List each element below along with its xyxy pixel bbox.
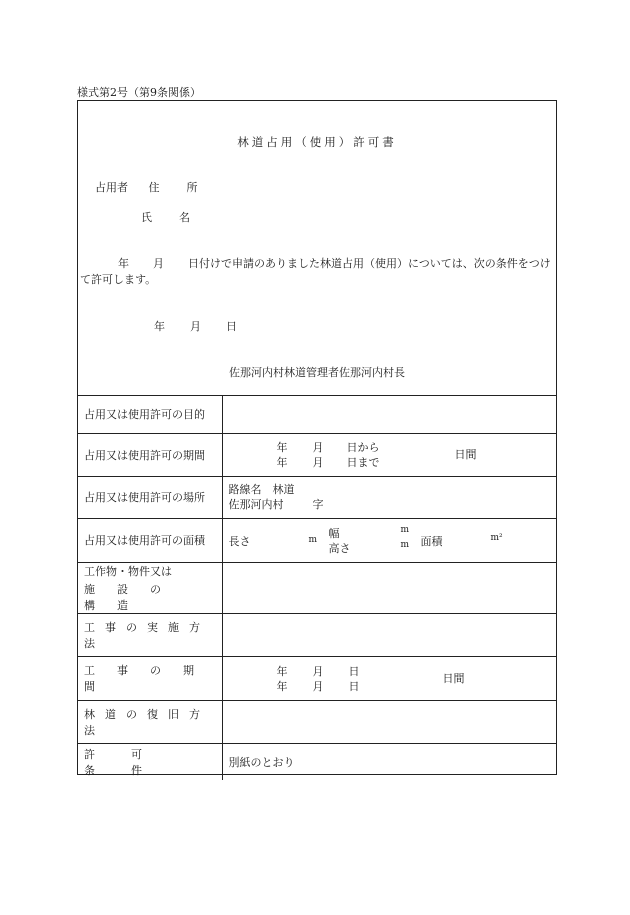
permit-details-table — [78, 396, 556, 780]
area-text-label: 面積 — [420, 535, 443, 548]
area-value[interactable]: 長さ m 幅 高さ m m 面積 m² — [222, 518, 556, 562]
permit-body-text — [80, 256, 556, 288]
structure-value[interactable] — [222, 562, 556, 613]
method-label: 工事の実施方法 — [78, 613, 222, 656]
period-value[interactable]: 年 月 日から 年 月 日まで 日間 — [222, 433, 556, 476]
aza-label: 字 — [312, 498, 324, 511]
body-year: 年 — [118, 257, 129, 270]
sign-year: 年 — [154, 320, 165, 333]
form-number-label: 様式第2号（第9条関係） — [77, 86, 201, 99]
structure-label: 工作物・物件又は 施設の構造 — [78, 562, 222, 613]
table-row — [78, 562, 556, 613]
length-label: 長さ — [228, 535, 251, 548]
period-label: 占用又は使用許可の期間 — [78, 433, 222, 476]
body-day-text: 日付けで申請のありました林道占用（使用）については、次の条件をつけて許可します。 — [80, 257, 551, 286]
table-row — [78, 476, 556, 518]
place-label: 占用又は使用許可の場所 — [78, 476, 222, 518]
name-label: 氏 名 — [141, 211, 198, 224]
document-title: 林道占用（使用）許可書 — [237, 135, 397, 149]
table-row — [78, 700, 556, 743]
height-label: 高さ — [328, 542, 351, 555]
purpose-value[interactable] — [222, 396, 556, 433]
sign-month: 月 — [190, 320, 201, 333]
restore-value[interactable] — [222, 700, 556, 743]
table-row — [78, 518, 556, 562]
route-name: 路線名 林道 — [228, 483, 295, 496]
table-row — [78, 433, 556, 476]
area-label: 占用又は使用許可の面積 — [78, 518, 222, 562]
work-period-value[interactable]: 年 月 日 年 月 日 日間 — [222, 656, 556, 700]
work-period-label: 工事の期間 — [78, 656, 222, 700]
width-label: 幅 — [328, 527, 340, 540]
address-label: 住 所 — [148, 181, 206, 194]
permit-form-frame — [77, 100, 557, 775]
applicant-label: 占用者 — [95, 181, 128, 194]
sign-date — [154, 318, 237, 334]
restore-label: 林道の復旧方法 — [78, 700, 222, 743]
place-value[interactable] — [222, 476, 556, 518]
table-row — [78, 396, 556, 433]
table-row — [78, 613, 556, 656]
issuer-name: 佐那河内村林道管理者佐那河内村長 — [229, 366, 405, 379]
conditions-label: 許可条件 — [78, 743, 222, 780]
permit-header-section — [78, 101, 556, 396]
conditions-value[interactable]: 別紙のとおり — [228, 755, 295, 769]
table-row — [78, 743, 556, 780]
sqm-unit: m² — [490, 533, 503, 543]
body-month: 月 — [153, 257, 164, 270]
village-name: 佐那河内村 — [228, 498, 284, 511]
method-value[interactable] — [222, 613, 556, 656]
purpose-label: 占用又は使用許可の目的 — [78, 396, 222, 433]
work-period-days: 日間 — [442, 672, 465, 685]
table-row — [78, 656, 556, 700]
period-days: 日間 — [454, 447, 477, 461]
sign-day: 日 — [226, 320, 237, 333]
applicant-address-line — [95, 179, 206, 195]
